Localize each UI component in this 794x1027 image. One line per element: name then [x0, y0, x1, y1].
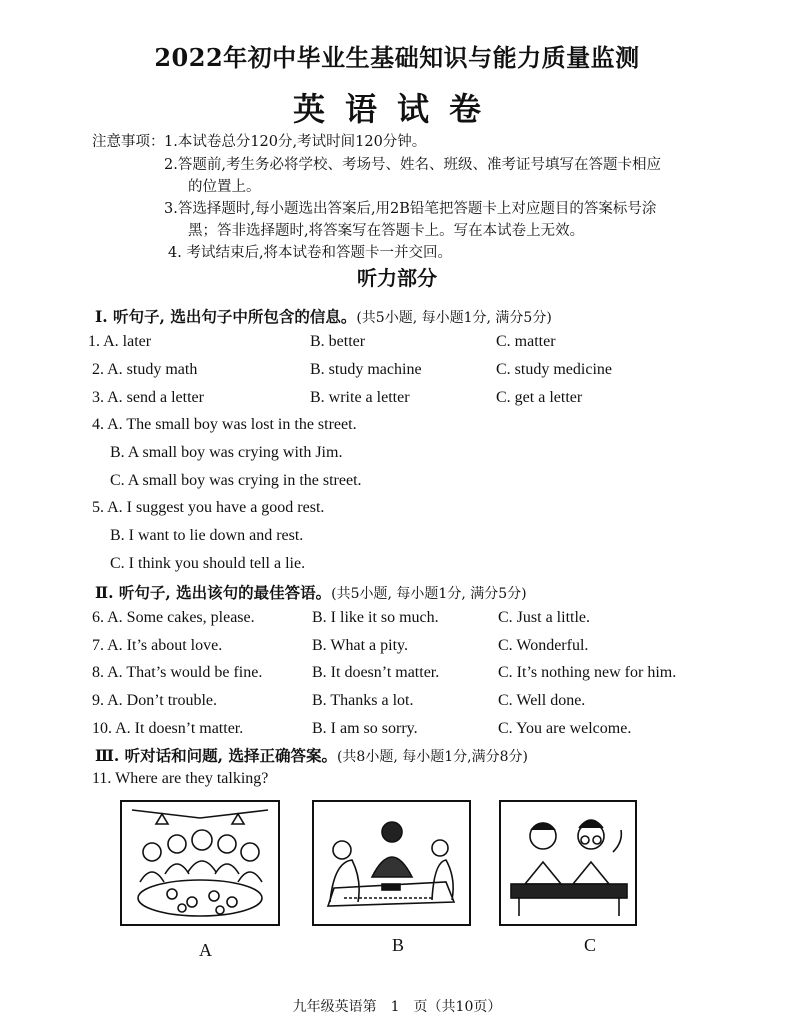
notes-label: 注意事项： [92, 134, 165, 150]
part3-heading [95, 744, 528, 766]
option-b: B. I am so sorry. [312, 720, 418, 737]
option-a: 8. A. That’s would be fine. [92, 664, 263, 681]
classroom-reading-picture [499, 800, 637, 926]
part2-heading-text: Ⅱ. 听句子, 选出该句的最佳答语。 [95, 583, 332, 602]
shop-counter-picture [312, 800, 471, 926]
option-b: B. It doesn’t matter. [312, 664, 440, 681]
exam-title: 2022年初中毕业生基础知识与能力质量监测 [154, 43, 640, 72]
picture-a-label: A [199, 940, 212, 960]
option-b: B. I like it so much. [312, 609, 439, 626]
option-b: B. study machine [310, 361, 422, 378]
part3-points: (共8小题, 每小题1分,满分8分) [336, 749, 528, 765]
subject-title: 英语试卷 [292, 90, 501, 128]
note-line: 黑；答非选择题时,将答案写在答题卡上。写在本试卷上无效。 [188, 223, 585, 239]
q4-option-c: C. A small boy was crying in the street. [110, 472, 362, 489]
q4-option-a: 4. A. The small boy was lost in the street. [92, 416, 357, 433]
note-line: 2.答题前,考生务必将学校、考场号、姓名、班级、准考证号填写在答题卡相应 [164, 157, 661, 173]
option-b: B. write a letter [310, 389, 410, 406]
option-c: C. study medicine [496, 361, 612, 378]
q5-option-c: C. I think you should tell a lie. [110, 555, 306, 572]
option-c: C. matter [496, 333, 556, 350]
option-c: C. Well done. [498, 692, 586, 709]
part1-points: (共5小题, 每小题1分, 满分5分) [356, 310, 552, 326]
option-b: B. better [310, 333, 366, 350]
part1-heading [95, 305, 552, 327]
option-c: C. It’s nothing new for him. [498, 664, 677, 681]
page-footer: 九年级英语第 1 页（共10页） [292, 999, 502, 1015]
part3-heading-text: Ⅲ. 听对话和问题, 选择正确答案。 [95, 746, 337, 765]
option-a: 1. A. later [88, 333, 152, 350]
note-line: 1.本试卷总分120分,考试时间120分钟。 [164, 134, 427, 150]
part2-heading [95, 581, 527, 603]
q4-option-b: B. A small boy was crying with Jim. [110, 444, 343, 461]
option-c: C. get a letter [496, 389, 583, 406]
option-c: C. You are welcome. [498, 720, 632, 737]
q5-option-b: B. I want to lie down and rest. [110, 527, 304, 544]
part1-heading-text: Ⅰ. 听句子, 选出句子中所包含的信息。 [95, 307, 357, 326]
note-line: 4. 考试结束后,将本试卷和答题卡一并交回。 [168, 245, 453, 261]
option-a: 2. A. study math [92, 361, 198, 378]
dinner-party-picture [120, 800, 280, 926]
shop-counter-icon [314, 802, 469, 924]
listening-section-title: 听力部分 [357, 266, 437, 290]
q11-question: 11. Where are they talking? [92, 770, 269, 787]
option-a: 7. A. It’s about love. [92, 637, 223, 654]
note-line: 3.答选择题时,每小题选出答案后,用2B铅笔把答题卡上对应题目的答案标号涂 [164, 201, 657, 217]
picture-c-label: C [584, 935, 597, 955]
option-b: B. What a pity. [312, 637, 408, 654]
option-a: 3. A. send a letter [92, 389, 204, 406]
option-a: 10. A. It doesn’t matter. [92, 720, 244, 737]
part2-points: (共5小题, 每小题1分, 满分5分) [331, 586, 527, 602]
option-b: B. Thanks a lot. [312, 692, 414, 709]
dinner-party-icon [122, 802, 278, 924]
option-a: 9. A. Don’t trouble. [92, 692, 218, 709]
q5-option-a: 5. A. I suggest you have a good rest. [92, 499, 325, 516]
note-line: 的位置上。 [188, 179, 261, 195]
option-c: C. Wonderful. [498, 637, 589, 654]
option-a: 6. A. Some cakes, please. [92, 609, 255, 626]
classroom-reading-icon [501, 802, 635, 924]
picture-b-label: B [392, 935, 405, 955]
option-c: C. Just a little. [498, 609, 590, 626]
